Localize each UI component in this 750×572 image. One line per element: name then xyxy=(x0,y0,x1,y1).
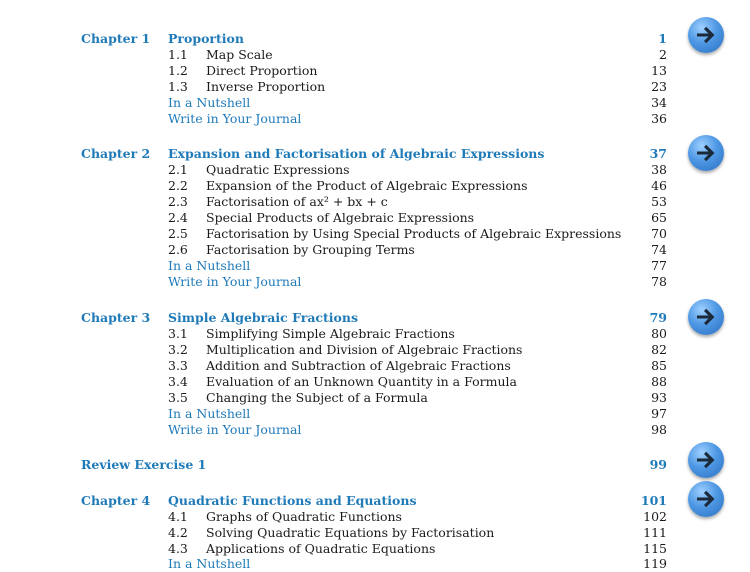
section-title[interactable]: Simplifying Simple Algebraic Fractions xyxy=(206,326,455,341)
chapter-page: 1 xyxy=(658,31,667,46)
review-exercise-label[interactable]: Review Exercise 1 xyxy=(81,457,207,472)
arrow-right-icon xyxy=(694,487,718,511)
section-page: 13 xyxy=(651,63,667,78)
chapter-label[interactable]: Chapter 4 xyxy=(81,493,151,508)
nutshell-page: 34 xyxy=(651,95,667,110)
section-page: 80 xyxy=(651,326,667,341)
section-page: 65 xyxy=(651,210,667,225)
section-title[interactable]: Factorisation of ax² + bx + c xyxy=(206,194,388,209)
go-review-exercise-button[interactable] xyxy=(688,442,724,478)
section-number: 3.5 xyxy=(168,390,188,405)
go-chapter-1-button[interactable] xyxy=(688,17,724,53)
arrow-right-icon xyxy=(694,141,718,165)
section-number: 2.2 xyxy=(168,178,188,193)
chapter-label[interactable]: Chapter 3 xyxy=(81,310,151,325)
section-page: 2 xyxy=(659,47,667,62)
go-chapter-4-button[interactable] xyxy=(688,481,724,517)
journal-page: 98 xyxy=(651,422,667,437)
journal-page: 36 xyxy=(651,111,667,126)
section-page: 111 xyxy=(643,525,667,540)
section-title[interactable]: Changing the Subject of a Formula xyxy=(206,390,428,405)
section-number: 2.4 xyxy=(168,210,188,225)
chapter-page: 79 xyxy=(649,310,667,325)
section-page: 82 xyxy=(651,342,667,357)
go-chapter-2-button[interactable] xyxy=(688,135,724,171)
chapter-title[interactable]: Quadratic Functions and Equations xyxy=(168,493,417,508)
section-number: 3.1 xyxy=(168,326,188,341)
section-title[interactable]: Special Products of Algebraic Expressions xyxy=(206,210,475,225)
section-title[interactable]: Direct Proportion xyxy=(206,63,318,78)
nutshell-page: 97 xyxy=(651,406,667,421)
section-number: 3.3 xyxy=(168,358,188,373)
chapter-page: 37 xyxy=(649,146,667,161)
section-title[interactable]: Addition and Subtraction of Algebraic Fractions xyxy=(206,358,511,373)
nutshell-link[interactable]: In a Nutshell xyxy=(168,95,251,110)
section-number: 4.3 xyxy=(168,541,188,556)
section-page: 38 xyxy=(651,162,667,177)
section-number: 2.5 xyxy=(168,226,188,241)
section-title[interactable]: Map Scale xyxy=(206,47,273,62)
section-number: 1.3 xyxy=(168,79,188,94)
section-title[interactable]: Quadratic Expressions xyxy=(206,162,350,177)
section-title[interactable]: Multiplication and Division of Algebraic Fractions xyxy=(206,342,523,357)
nutshell-page: 119 xyxy=(643,556,667,571)
nutshell-link[interactable]: In a Nutshell xyxy=(168,556,251,571)
section-number: 4.2 xyxy=(168,525,188,540)
section-page: 93 xyxy=(651,390,667,405)
journal-link[interactable]: Write in Your Journal xyxy=(168,422,302,437)
section-page: 46 xyxy=(651,178,667,193)
section-page: 88 xyxy=(651,374,667,389)
section-title[interactable]: Graphs of Quadratic Functions xyxy=(206,509,402,524)
section-page: 70 xyxy=(651,226,667,241)
arrow-right-icon xyxy=(694,23,718,47)
section-number: 2.1 xyxy=(168,162,188,177)
journal-page: 78 xyxy=(651,274,667,289)
section-title[interactable]: Evaluation of an Unknown Quantity in a Formula xyxy=(206,374,517,389)
section-page: 23 xyxy=(651,79,667,94)
nutshell-page: 77 xyxy=(651,258,667,273)
section-number: 1.1 xyxy=(168,47,188,62)
chapter-label[interactable]: Chapter 2 xyxy=(81,146,151,161)
section-title[interactable]: Factorisation by Grouping Terms xyxy=(206,242,415,257)
section-page: 85 xyxy=(651,358,667,373)
section-page: 74 xyxy=(651,242,667,257)
chapter-page: 101 xyxy=(640,493,667,508)
review-exercise-page: 99 xyxy=(649,457,667,472)
chapter-title[interactable]: Expansion and Factorisation of Algebraic Expressions xyxy=(168,146,545,161)
section-title[interactable]: Factorisation by Using Special Products of Algebraic Expressions xyxy=(206,226,622,241)
section-title[interactable]: Expansion of the Product of Algebraic Expressions xyxy=(206,178,528,193)
section-number: 1.2 xyxy=(168,63,188,78)
arrow-right-icon xyxy=(694,305,718,329)
nutshell-link[interactable]: In a Nutshell xyxy=(168,406,251,421)
section-title[interactable]: Inverse Proportion xyxy=(206,79,326,94)
arrow-right-icon xyxy=(694,448,718,472)
go-chapter-3-button[interactable] xyxy=(688,299,724,335)
section-page: 102 xyxy=(643,509,667,524)
section-number: 3.4 xyxy=(168,374,188,389)
section-number: 2.3 xyxy=(168,194,188,209)
section-title[interactable]: Applications of Quadratic Equations xyxy=(206,541,436,556)
section-page: 115 xyxy=(643,541,667,556)
section-title[interactable]: Solving Quadratic Equations by Factorisation xyxy=(206,525,495,540)
section-number: 2.6 xyxy=(168,242,188,257)
chapter-title[interactable]: Proportion xyxy=(168,31,244,46)
nutshell-link[interactable]: In a Nutshell xyxy=(168,258,251,273)
journal-link[interactable]: Write in Your Journal xyxy=(168,274,302,289)
chapter-label[interactable]: Chapter 1 xyxy=(81,31,151,46)
section-number: 3.2 xyxy=(168,342,188,357)
section-number: 4.1 xyxy=(168,509,188,524)
journal-link[interactable]: Write in Your Journal xyxy=(168,111,302,126)
chapter-title[interactable]: Simple Algebraic Fractions xyxy=(168,310,359,325)
section-page: 53 xyxy=(651,194,667,209)
